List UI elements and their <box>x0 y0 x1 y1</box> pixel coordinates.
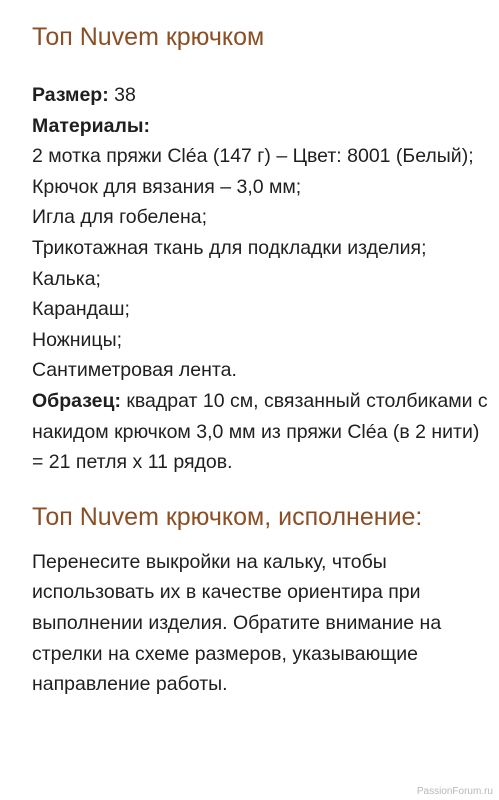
watermark: PassionForum.ru <box>416 786 493 797</box>
instruction-paragraph: Перенесите выкройки на кальку, чтобы использовать их в качестве ориентира при выполнении изделия. Обратите внимание на стрелки на схеме размеров, указывающие направление работы. <box>32 550 442 696</box>
material-item: Ножницы; <box>32 328 123 351</box>
material-item: Трикотажная ткань для подкладки изделия; <box>32 236 427 259</box>
article <box>32 20 492 700</box>
size-line <box>32 80 492 111</box>
material-item: Крючок для вязания – 3,0 мм; <box>32 175 302 198</box>
material-item: Игла для гобелена; <box>32 206 208 229</box>
sample-text: квадрат 10 см, связанный столбиками с накидом крючком 3,0 мм из пряжи Cléa (в 2 нити) = 21 петля х 11 рядов. <box>32 389 488 474</box>
sample-paragraph <box>32 386 492 478</box>
material-item: 2 мотка пряжи Cléa (147 г) – Цвет: 8001 (Белый); <box>32 145 474 168</box>
material-item: Калька; <box>32 267 101 290</box>
materials-label: Материалы: <box>32 114 150 137</box>
material-item: Сантиметровая лента. <box>32 359 237 382</box>
size-value: 38 <box>108 84 136 106</box>
sample-label: Образец: <box>32 389 121 412</box>
size-label: Размер: <box>32 84 109 106</box>
page-title: Топ Nuvem крючком <box>32 23 265 51</box>
section-title: Топ Nuvem крючком, исполнение: <box>32 502 423 531</box>
material-item: Карандаш; <box>32 298 130 321</box>
